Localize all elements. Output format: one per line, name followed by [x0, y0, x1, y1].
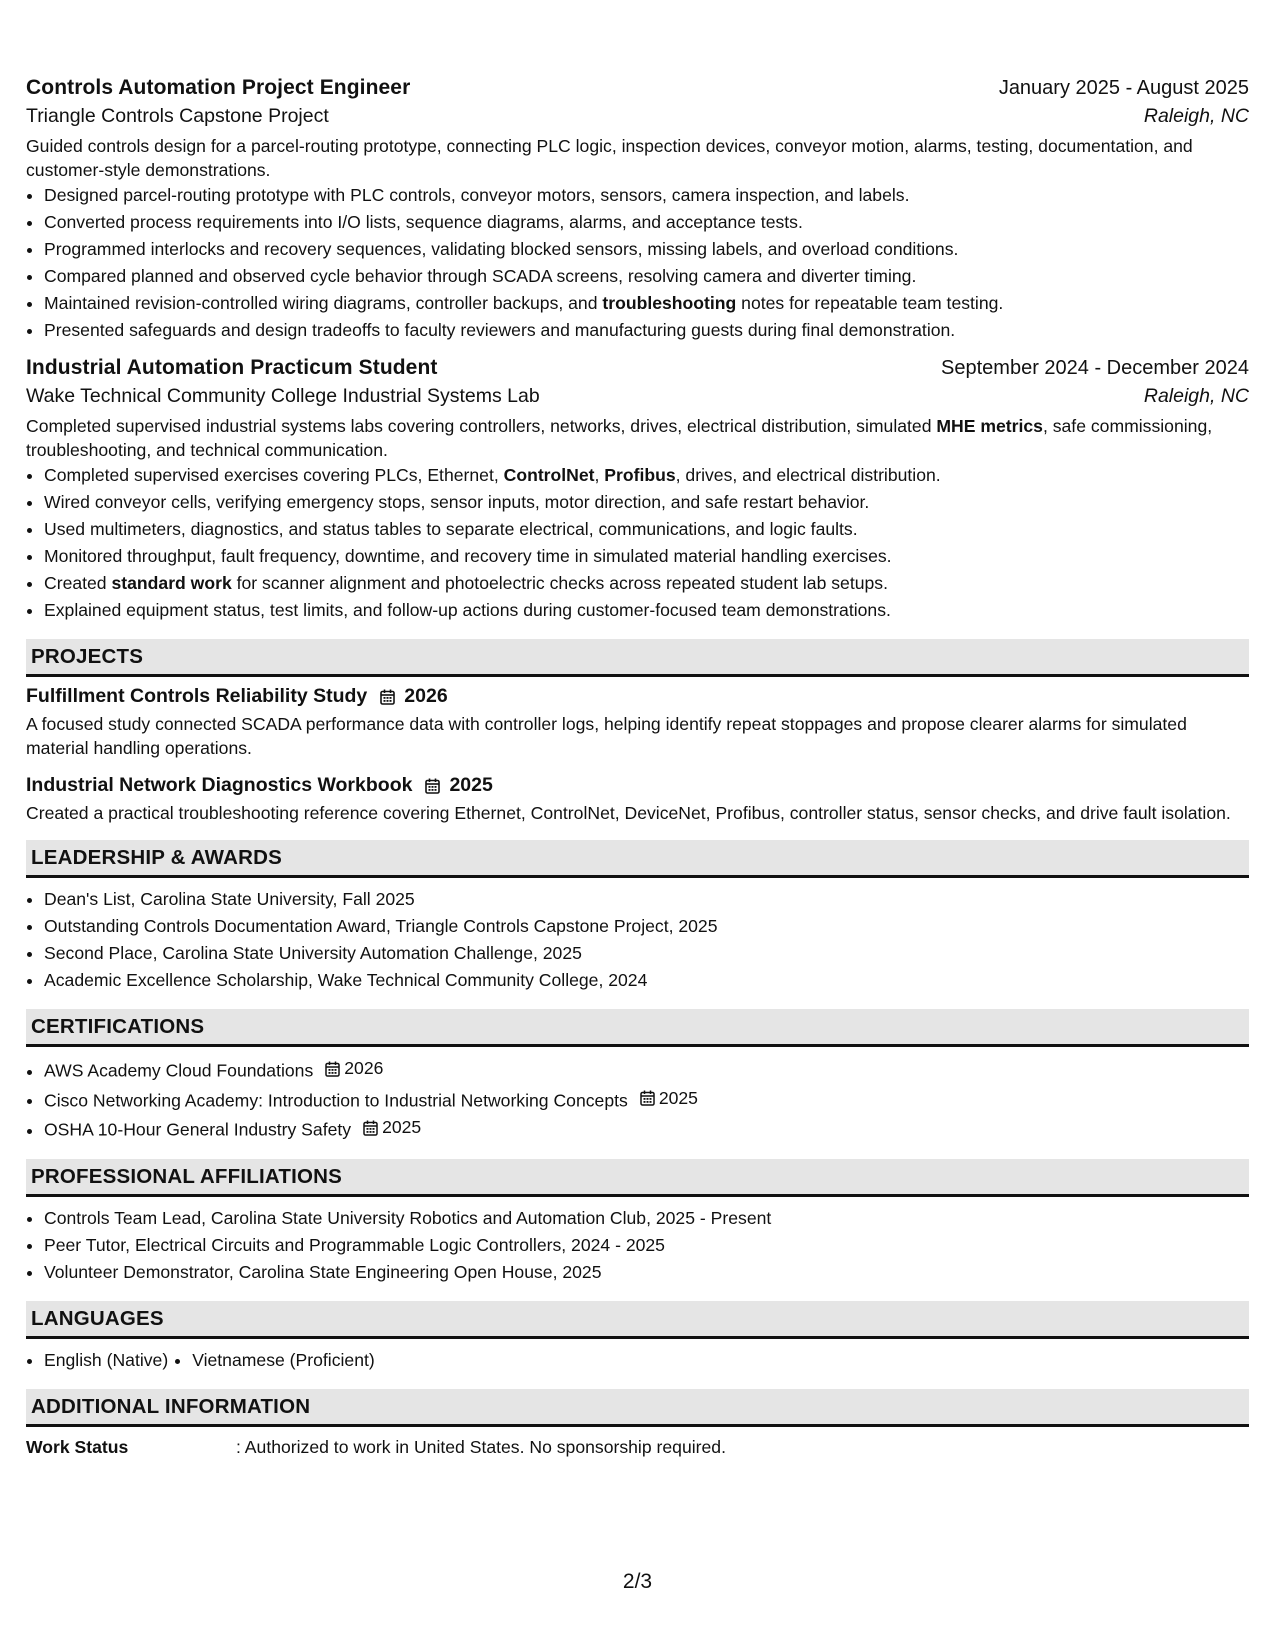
- project-entry: [26, 774, 1249, 825]
- work-status-label: Work Status: [26, 1436, 129, 1457]
- job-title: Industrial Automation Practicum Student: [26, 356, 438, 379]
- project-description: A focused study connected SCADA performance data with controller logs, helping identify repeat stoppages and propose clearer alarms for simulated material handling operations.: [26, 714, 1187, 758]
- list-item: • Vietnamese (Proficient): [192, 1347, 375, 1374]
- calendar-icon: [325, 1061, 340, 1077]
- experience-entry: [26, 76, 1249, 344]
- project-title-row: [26, 685, 1249, 708]
- list-item: [44, 462, 1249, 489]
- certification-year: 2026: [344, 1058, 384, 1078]
- certification-name: Cisco Networking Academy: Introduction to Industrial Networking Concepts: [44, 1090, 628, 1110]
- languages-list: [26, 1347, 399, 1374]
- list-item: • Academic Excellence Scholarship, Wake Technical Community College, 2024: [44, 967, 1249, 994]
- job-summary: Guided controls design for a parcel-routing prototype, connecting PLC logic, inspection devices, conveyor motion, alarms, testing, documentation, and customer-style demonstrations.: [26, 136, 1193, 180]
- list-item: • Explained equipment status, test limits, and follow-up actions during customer-focused team demonstrations.: [44, 597, 1249, 624]
- text-run: ,: [594, 465, 605, 485]
- list-item: • Programmed interlocks and recovery sequences, validating blocked sensors, missing labels, and overload conditions.: [44, 236, 1249, 263]
- text-run: notes for repeatable team testing.: [736, 293, 1004, 313]
- job-dates: January 2025 - August 2025: [998, 77, 1249, 99]
- list-item: • Converted process requirements into I/O lists, sequence diagrams, alarms, and acceptance tests.: [44, 209, 1249, 236]
- text-run: Completed supervised exercises covering PLCs, Ethernet,: [44, 465, 504, 485]
- text-run: Maintained revision-controlled wiring diagrams, controller backups, and: [44, 293, 603, 313]
- work-status-value: : Authorized to work in United States. No sponsorship required.: [236, 1436, 726, 1457]
- job-location: Raleigh, NC: [1143, 105, 1249, 127]
- certification-date: [313, 1055, 383, 1082]
- section-heading-languages: LANGUAGES: [26, 1301, 1249, 1339]
- list-item: • Monitored throughput, fault frequency, downtime, and recovery time in simulated material handling exercises.: [44, 543, 1249, 570]
- leadership-list: [26, 886, 1249, 994]
- text-run: Created: [44, 573, 112, 593]
- list-item: • Used multimeters, diagnostics, and status tables to separate electrical, communications, and logic faults.: [44, 516, 1249, 543]
- bold-keyword: standard work: [111, 573, 232, 593]
- list-item: • Wired conveyor cells, verifying emergency stops, sensor inputs, motor direction, and safe restart behavior.: [44, 489, 1249, 516]
- project-title: Industrial Network Diagnostics Workbook: [26, 774, 413, 796]
- affiliations-list: [26, 1205, 1249, 1286]
- job-bullets: [26, 462, 1249, 624]
- section-heading-affiliations: PROFESSIONAL AFFILIATIONS: [26, 1159, 1249, 1197]
- job-org-row: [26, 105, 1249, 128]
- bold-keyword: ControlNet: [503, 465, 595, 485]
- certification-date: [351, 1114, 421, 1141]
- calendar-icon: [380, 689, 395, 705]
- list-item: [44, 1055, 1249, 1085]
- section-heading-projects: PROJECTS: [26, 639, 1249, 677]
- list-item: • Volunteer Demonstrator, Carolina State Engineering Open House, 2025: [44, 1259, 1249, 1286]
- certification-name: OSHA 10-Hour General Industry Safety: [44, 1119, 352, 1140]
- text-run: for scanner alignment and photoelectric checks across repeated student lab setups.: [231, 573, 888, 593]
- certification-date: [628, 1085, 698, 1112]
- experience-entry: [26, 356, 1249, 624]
- list-item: • Peer Tutor, Electrical Circuits and Programmable Logic Controllers, 2024 - 2025: [44, 1232, 1249, 1259]
- job-organization: Triangle Controls Capstone Project: [26, 105, 329, 127]
- job-org-row: [26, 385, 1249, 408]
- job-header: [26, 356, 1249, 380]
- list-item: [44, 1114, 1249, 1144]
- list-item: [44, 290, 1249, 317]
- certification-year: 2025: [382, 1117, 422, 1137]
- resume-content: [26, 76, 1249, 1459]
- text-run: , drives, and electrical distribution.: [675, 465, 941, 485]
- certification-year: 2025: [658, 1087, 698, 1108]
- text-run: Completed supervised industrial systems labs covering controllers, networks, drives, electrical distribution, simulated: [26, 416, 937, 436]
- bold-keyword: MHE metrics: [936, 416, 1043, 436]
- job-summary: [26, 414, 1249, 462]
- list-item: • Presented safeguards and design tradeoffs to faculty reviewers and manufacturing guests during final demonstration.: [44, 317, 1249, 344]
- list-item: • Compared planned and observed cycle behavior through SCADA screens, resolving camera and diverter timing.: [44, 263, 1249, 290]
- job-bullets: [26, 182, 1249, 344]
- section-heading-additional: ADDITIONAL INFORMATION: [26, 1389, 1249, 1427]
- bold-keyword: Profibus: [604, 465, 676, 485]
- list-item: • Dean's List, Carolina State University, Fall 2025: [44, 886, 1249, 913]
- job-location: Raleigh, NC: [1143, 385, 1249, 407]
- list-item: • Second Place, Carolina State University Automation Challenge, 2025: [44, 940, 1249, 967]
- section-heading-leadership: LEADERSHIP & AWARDS: [26, 840, 1249, 878]
- page-number: 2/3: [622, 1570, 653, 1593]
- project-title-row: [26, 774, 1249, 797]
- calendar-icon: [640, 1090, 655, 1106]
- calendar-icon: [363, 1120, 378, 1136]
- job-organization: Wake Technical Community College Industrial Systems Lab: [26, 385, 540, 407]
- text-run: , safe commissioning, troubleshooting, and technical communication.: [26, 416, 1213, 460]
- project-year: 2026: [404, 685, 448, 707]
- list-item: • Outstanding Controls Documentation Award, Triangle Controls Capstone Project, 2025: [44, 913, 1249, 940]
- project-entry: [26, 685, 1249, 760]
- list-item: • English (Native): [44, 1347, 168, 1374]
- bold-keyword: troubleshooting: [602, 293, 737, 313]
- section-heading-certifications: CERTIFICATIONS: [26, 1009, 1249, 1047]
- list-item: [44, 1085, 1249, 1115]
- job-dates: September 2024 - December 2024: [941, 357, 1249, 379]
- job-header: [26, 76, 1249, 100]
- list-item: [44, 570, 1249, 597]
- calendar-icon: [425, 778, 440, 794]
- work-status-row: [26, 1435, 1249, 1459]
- certification-name: AWS Academy Cloud Foundations: [44, 1060, 314, 1081]
- list-item: • Designed parcel-routing prototype with PLC controls, conveyor motors, sensors, camera inspection, and labels.: [44, 182, 1249, 209]
- project-year: 2025: [449, 774, 493, 796]
- certifications-list: [26, 1055, 1249, 1144]
- languages-row: [26, 1347, 1249, 1374]
- list-item: • Controls Team Lead, Carolina State University Robotics and Automation Club, 2025 - Present: [44, 1205, 1249, 1232]
- project-description: Created a practical troubleshooting reference covering Ethernet, ControlNet, DeviceNet, Profibus, controller status, sensor checks, and drive fault isolation.: [26, 803, 1231, 823]
- project-title: Fulfillment Controls Reliability Study: [26, 685, 368, 707]
- job-title: Controls Automation Project Engineer: [26, 76, 411, 99]
